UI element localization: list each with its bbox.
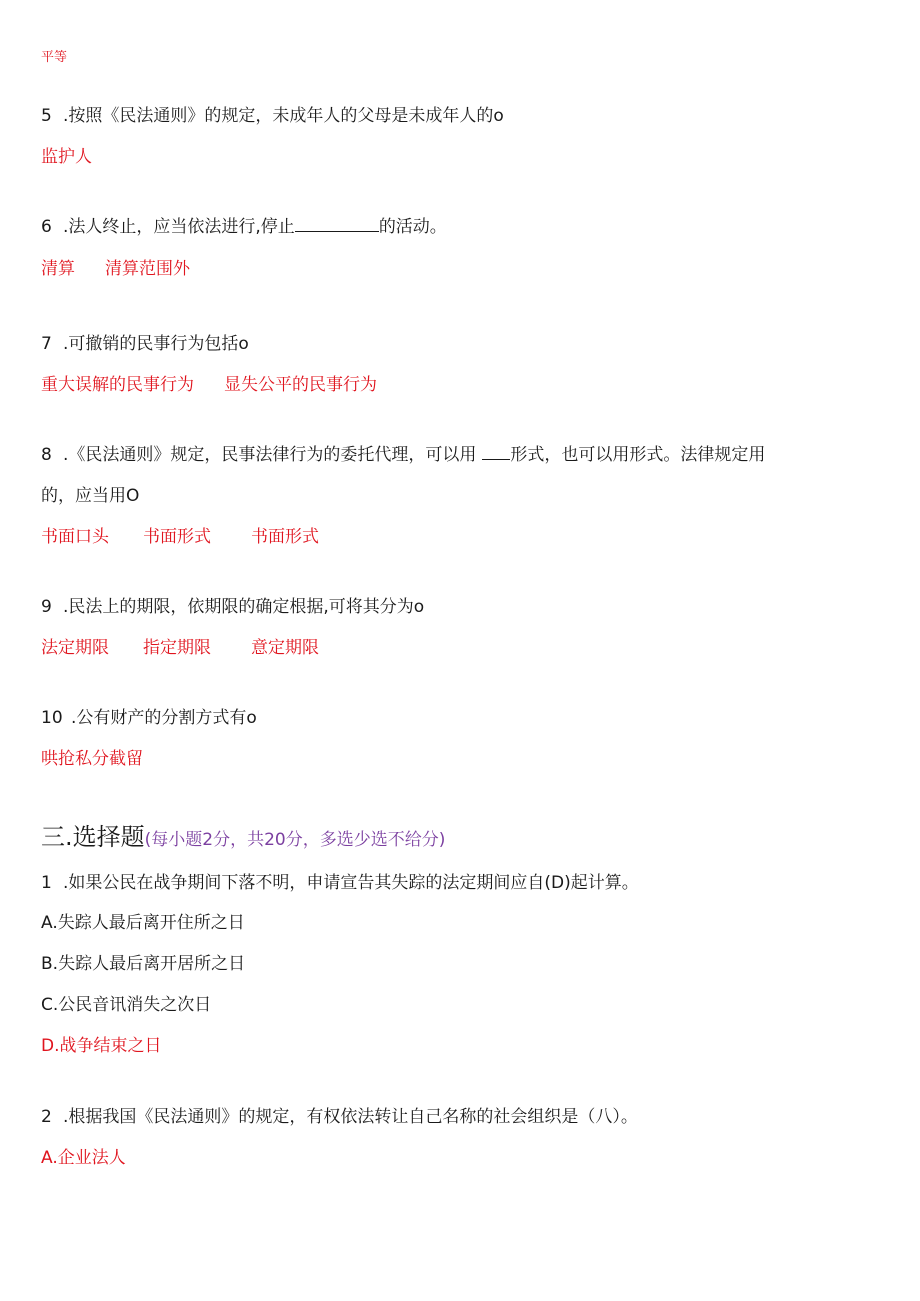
answer-5 xyxy=(41,146,92,168)
answer-text: 法定期限 xyxy=(41,638,109,658)
answer-text: 监护人 xyxy=(41,147,92,167)
mcq-option-correct: A.企业法人 xyxy=(41,1148,126,1168)
question-text: .根据我国《民法通则》的规定，有权依法转让自己名称的社会组织是（八）。 xyxy=(63,1107,638,1127)
question-5 xyxy=(41,105,504,127)
section-note: (每小题2分，共20分，多选少选不给分) xyxy=(144,830,446,850)
question-text: 的，应当用O xyxy=(41,486,140,506)
question-10 xyxy=(41,707,257,729)
answer-text: 指定期限 xyxy=(143,638,211,658)
answer-9 xyxy=(41,637,319,659)
question-text: .如果公民在战争期间下落不明，申请宣告其失踪的法定期间应自(D)起计算。 xyxy=(63,873,639,893)
answer-text: 清算范围外 xyxy=(105,259,190,279)
question-number: 2 xyxy=(41,1107,52,1127)
mcq-option: C.公民音讯消失之次日 xyxy=(41,995,212,1015)
question-text: .法人终止，应当依法进行,停止 xyxy=(63,217,295,237)
question-8 xyxy=(41,444,765,466)
answer-text: 书面形式 xyxy=(251,527,319,547)
question-text: .可撤销的民事行为包括o xyxy=(63,334,249,354)
mcq-option: B.失踪人最后离开居所之日 xyxy=(41,954,246,974)
question-number: 1 xyxy=(41,873,52,893)
answer-6 xyxy=(41,258,190,280)
answer-blank xyxy=(482,444,510,460)
question-number: 10 xyxy=(41,708,63,728)
mcq-question-1 xyxy=(41,872,639,894)
answer-text: 哄抢私分截留 xyxy=(41,749,143,769)
question-text-end: 的活动。 xyxy=(378,217,447,237)
mcq-question-2 xyxy=(41,1106,638,1128)
top-fragment-answer: 平等 xyxy=(41,50,68,65)
section-title: 三.选择题 xyxy=(41,823,145,851)
question-text: .公有财产的分割方式有o xyxy=(71,708,257,728)
question-7 xyxy=(41,333,249,355)
question-number: 6 xyxy=(41,217,52,237)
question-8-line2 xyxy=(41,485,139,507)
question-9 xyxy=(41,596,424,618)
answer-text: 清算 xyxy=(41,259,75,279)
question-number: 9 xyxy=(41,597,52,617)
answer-text: 显失公平的民事行为 xyxy=(224,375,377,395)
mcq-option-correct: D.战争结束之日 xyxy=(41,1036,162,1056)
question-text: .民法上的期限，依期限的确定根据,可将其分为o xyxy=(63,597,425,617)
answer-text: 意定期限 xyxy=(251,638,319,658)
mcq-option: A.失踪人最后离开住所之日 xyxy=(41,913,245,933)
question-6 xyxy=(41,216,447,238)
question-text: .按照《民法通则》的规定，未成年人的父母是未成年人的o xyxy=(63,106,504,126)
question-number: 7 xyxy=(41,334,52,354)
question-text: .《民法通则》规定，民事法律行为的委托代理，可以用 xyxy=(63,445,477,465)
question-text-end: 形式，也可以用形式。法律规定用 xyxy=(510,445,766,465)
section-heading xyxy=(41,822,445,852)
question-number: 8 xyxy=(41,445,52,465)
answer-text: 书面形式 xyxy=(143,527,211,547)
answer-10 xyxy=(41,748,143,770)
answer-8 xyxy=(41,526,319,548)
answer-blank xyxy=(295,216,379,232)
answer-text: 重大误解的民事行为 xyxy=(41,375,194,395)
answer-7 xyxy=(41,374,377,396)
question-number: 5 xyxy=(41,106,52,126)
answer-text: 书面口头 xyxy=(41,527,109,547)
